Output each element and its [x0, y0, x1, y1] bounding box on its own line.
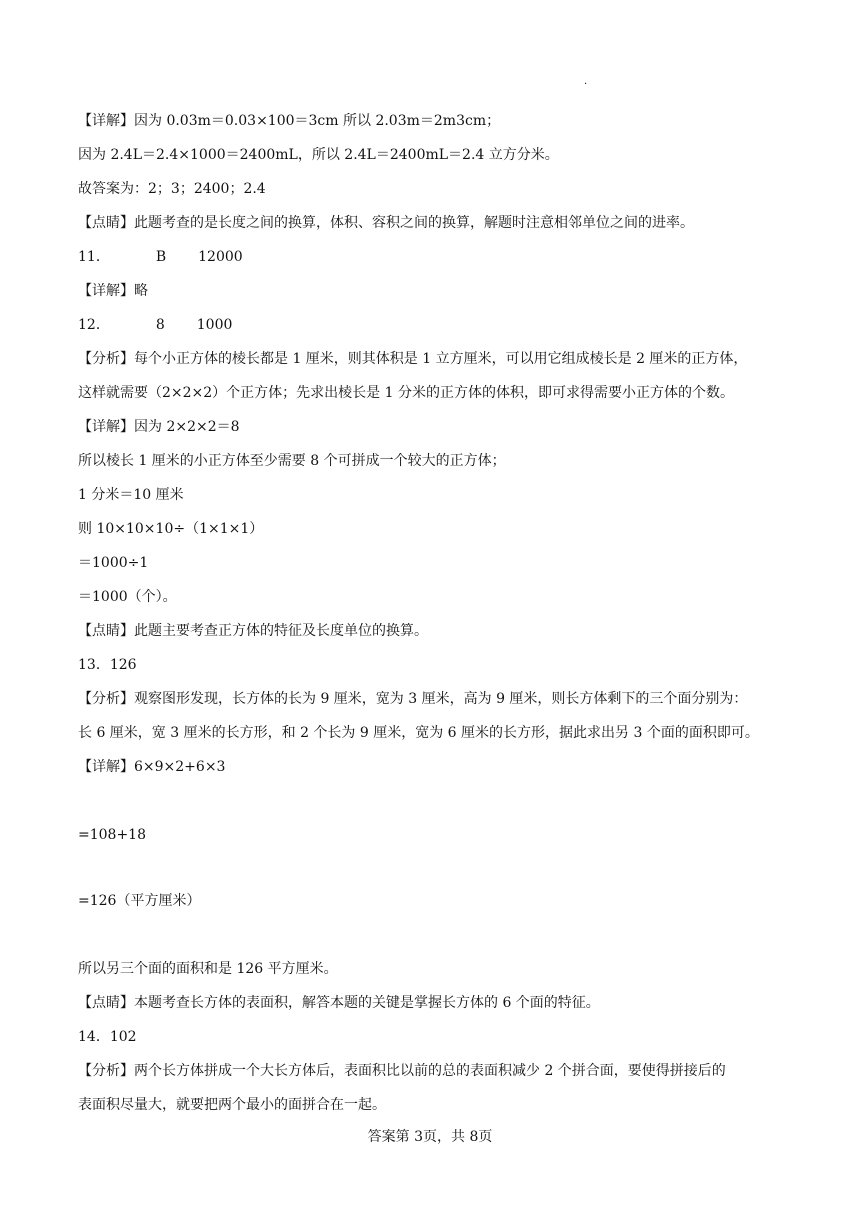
explanation-line: 【详解】6×9×2+6×3: [78, 759, 226, 775]
explanation-line: 【详解】因为 2×2×2＝8: [78, 419, 240, 435]
analysis-line: 【分析】观察图形发现，长方体的长为 9 厘米，宽为 3 厘米，高为 9 厘米，则长方体剩下的三个面分别为：: [78, 691, 748, 707]
analysis-line: 【分析】两个长方体拼成一个大长方体后，表面积比以前的总的表面积减少 2 个拼合面，要使得拼接后的: [78, 1063, 726, 1079]
question-number: 11．: [78, 249, 110, 265]
question-14-row: 14．102: [78, 1029, 137, 1045]
explanation-line: 因为 2.4L＝2.4×1000＝2400mL，所以 2.4L＝2400mL＝2.4 立方分米。: [78, 147, 559, 163]
answer-value: B: [155, 249, 167, 265]
comment-line: 【点睛】本题考查长方体的表面积，解答本题的关键是掌握长方体的 6 个面的特征。: [78, 995, 600, 1011]
explanation-line: 【详解】因为 0.03m＝0.03×100＝3cm 所以 2.03m＝2m3cm；: [78, 113, 501, 129]
question-number: 12．: [78, 317, 110, 333]
question-13-row: 13．126: [78, 657, 137, 673]
explanation-line: 【详解】略: [78, 283, 148, 299]
question-11-row: [78, 247, 243, 267]
analysis-line: 【分析】每个小正方体的棱长都是 1 厘米，则其体积是 1 立方厘米，可以用它组成棱长是 2 厘米的正方体，: [78, 351, 748, 367]
answer-value: 1000: [196, 317, 233, 333]
analysis-line: 长 6 厘米，宽 3 厘米的长方形，和 2 个长为 9 厘米，宽为 6 厘米的长方形，据此求出另 3 个面的面积即可。: [78, 725, 759, 741]
explanation-line: ＝1000÷1: [78, 555, 149, 571]
explanation-line: ＝1000（个）。: [78, 589, 177, 605]
comment-line: 【点睛】此题考查的是长度之间的换算，体积、容积之间的换算，解题时注意相邻单位之间的进率。: [78, 215, 694, 231]
header-mark: ·: [584, 79, 588, 90]
explanation-line: =126（平方厘米）: [78, 893, 201, 909]
explanation-line: =108+18: [78, 827, 146, 843]
comment-line: 【点睛】此题主要考查正方体的特征及长度单位的换算。: [78, 623, 428, 639]
explanation-line: 所以另三个面的面积和是 126 平方厘米。: [78, 961, 338, 977]
answer-value: 8: [155, 317, 165, 333]
analysis-line: 这样就需要（2×2×2）个正方体；先求出棱长是 1 分米的正方体的体积，即可求得需要小正方体的个数。: [78, 385, 734, 401]
answer-line: 故答案为：2；3；2400；2.4: [78, 181, 266, 197]
analysis-line: 表面积尽量大，就要把两个最小的面拼合在一起。: [78, 1097, 386, 1113]
answer-value: 12000: [198, 249, 243, 265]
explanation-line: 则 10×10×10÷（1×1×1）: [78, 521, 264, 537]
explanation-line: 1 分米＝10 厘米: [78, 487, 184, 503]
question-12-row: [78, 315, 232, 335]
page-footer: 答案第 3页，共 8页: [367, 1129, 493, 1145]
explanation-line: 所以棱长 1 厘米的小正方体至少需要 8 个可拼成一个较大的正方体；: [78, 453, 506, 469]
